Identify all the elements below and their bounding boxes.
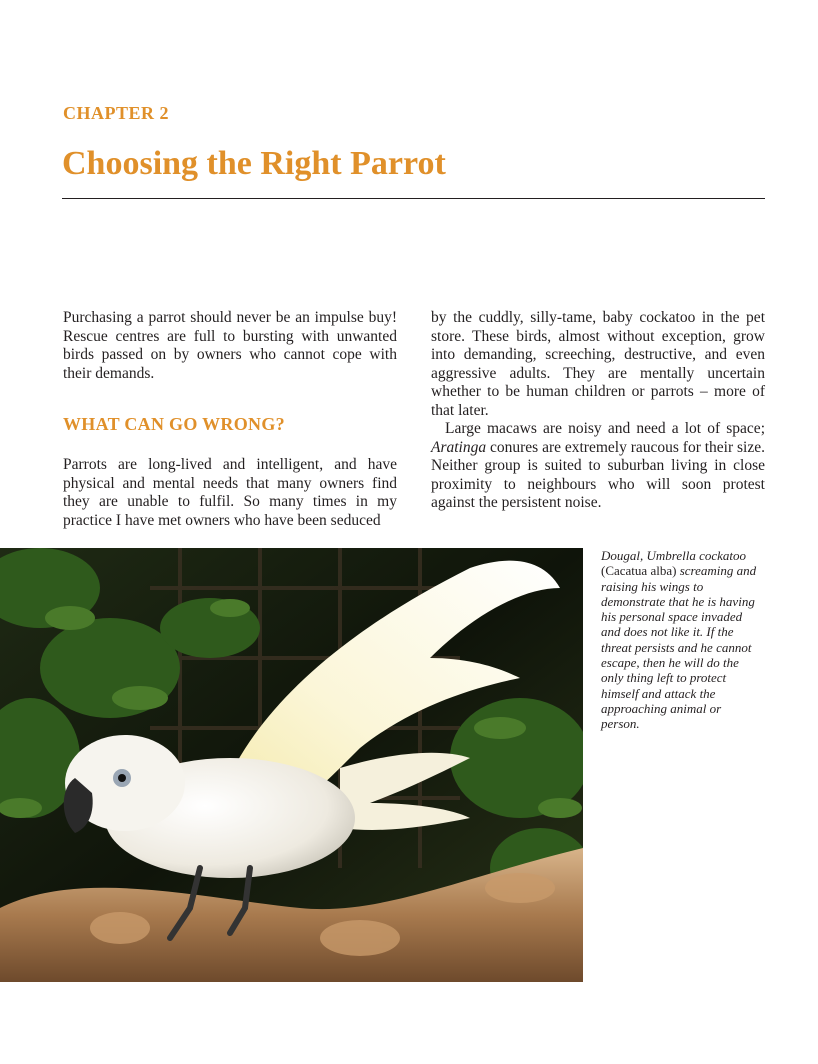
figure-caption: [601, 548, 761, 732]
caption-species: (Cacatua alba): [601, 563, 677, 579]
intro-paragraph: Purchasing a parrot should never be an impulse buy! Rescue centres are full to bursting with unwanted birds passed on by owners who cannot cope with their demands.: [63, 309, 397, 382]
left-column-body: [63, 456, 397, 530]
right-paragraph-2: [431, 420, 765, 513]
cockatoo-photo: [0, 548, 583, 982]
body-paragraph: Parrots are long-lived and intelligent, and have physical and mental needs that many owners find they are unable to fulfil. So many times in my practice I have met owners who have been seduced: [63, 456, 397, 529]
chapter-label: CHAPTER 2: [63, 103, 170, 123]
para2-start: Large macaws are noisy and need a lot of space;: [445, 420, 765, 437]
left-column-intro: [63, 309, 397, 383]
section-heading: WHAT CAN GO WRONG?: [63, 414, 285, 434]
caption-start: Dougal, Umbrella cockatoo: [601, 548, 747, 563]
genus-name: Aratinga: [431, 438, 487, 456]
para2-rest: conures are extremely raucous for their size. Neither group is suited to suburban living in close proximity to neighbours who will soon protest against the persistent noise.: [431, 438, 765, 511]
right-paragraph-1: by the cuddly, silly-tame, baby cockatoo in the pet store. These birds, almost without exception, grow into demanding, screeching, destructive, and even aggressive adults. They are mentally uncertain whether to be human children or parrots – more of that later.: [431, 309, 765, 419]
right-column: [431, 309, 765, 513]
title-rule: [62, 198, 765, 199]
cockatoo-photo-icon: [0, 548, 583, 982]
caption-rest: screaming and raising his wings to demonstrate that he is having his personal space invaded and does not like it. If the threat persists and he cannot escape, then he will do the only thing left to protect himself and attack the approaching animal or person.: [601, 563, 757, 732]
chapter-title: Choosing the Right Parrot: [62, 145, 446, 182]
